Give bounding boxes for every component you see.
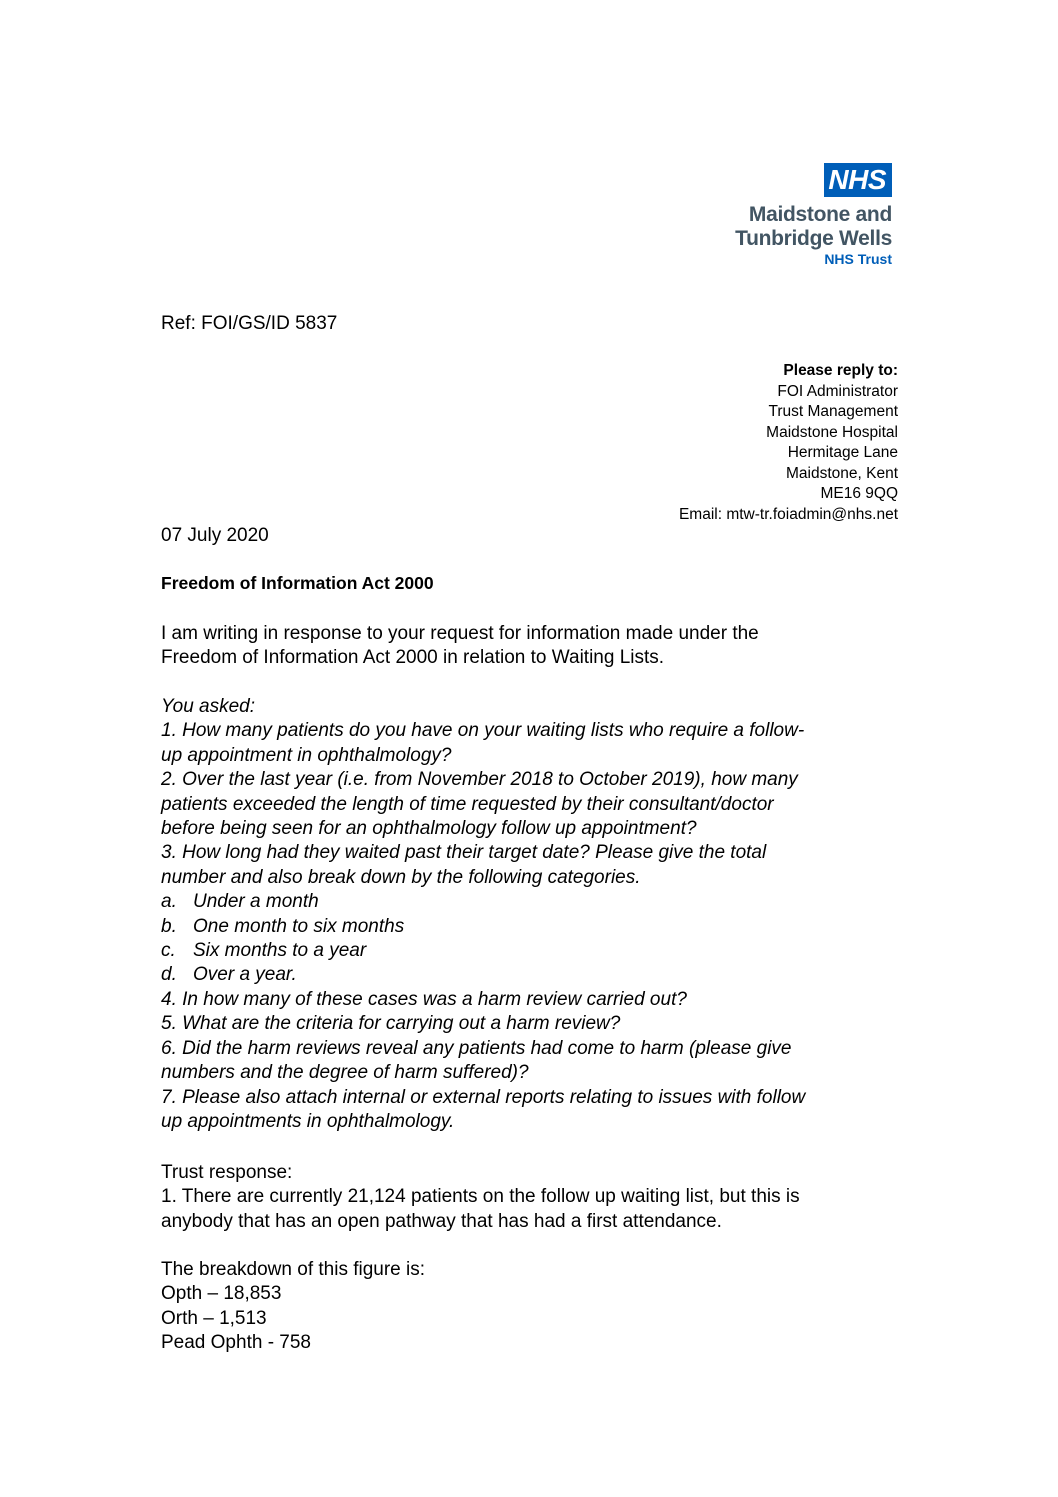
category-letter: c.	[161, 940, 176, 962]
category-item	[161, 890, 921, 914]
intro-line: I am writing in response to your request for information made under the	[161, 623, 759, 644]
asked-heading: You asked:	[161, 696, 256, 717]
trust-name-line-2: Tunbridge Wells	[735, 227, 892, 250]
category-text: Six months to a year	[193, 940, 367, 962]
question-4: 4. In how many of these cases was a harm review carried out?	[161, 988, 687, 1010]
question-2: 2. Over the last year (i.e. from November 2018 to October 2019), how many	[161, 769, 798, 791]
trust-name-line-3: NHS Trust	[824, 251, 892, 267]
intro-paragraph	[161, 622, 921, 671]
category-letter: d.	[161, 964, 177, 986]
breakdown-item: Pead Ophth - 758	[161, 1332, 311, 1354]
category-text: Over a year.	[193, 964, 297, 986]
category-text: One month to six months	[193, 915, 405, 937]
question-6: 6. Did the harm reviews reveal any patients had come to harm (please give	[161, 1037, 792, 1059]
category-letter: b.	[161, 915, 177, 937]
breakdown-item: Opth – 18,853	[161, 1283, 282, 1305]
question-2-cont: patients exceeded the length of time requested by their consultant/doctor	[161, 793, 774, 815]
act-title: Freedom of Information Act 2000	[161, 573, 434, 593]
breakdown-item: Orth – 1,513	[161, 1307, 267, 1329]
reply-line: ME16 9QQ	[820, 485, 898, 502]
reply-heading: Please reply to:	[783, 362, 898, 379]
breakdown-block	[161, 1258, 921, 1356]
response-heading: Trust response:	[161, 1162, 293, 1183]
reply-line: Trust Management	[768, 403, 898, 420]
trust-response	[161, 1161, 921, 1234]
reply-line: FOI Administrator	[777, 382, 898, 400]
reply-address	[679, 361, 898, 525]
question-3: 3. How long had they waited past their target date? Please give the total	[161, 842, 767, 864]
category-item	[161, 939, 921, 963]
reply-line: Maidstone, Kent	[785, 464, 898, 482]
category-item	[161, 963, 921, 987]
question-1: 1. How many patients do you have on your waiting lists who require a follow-	[161, 720, 805, 742]
reply-line: Maidstone Hospital	[766, 423, 898, 441]
questions-block	[161, 695, 921, 1134]
breakdown-heading: The breakdown of this figure is:	[161, 1259, 426, 1280]
intro-line: Freedom of Information Act 2000 in relation to Waiting Lists.	[161, 647, 665, 669]
question-1-cont: up appointment in ophthalmology?	[161, 744, 452, 766]
question-3-cont: number and also break down by the following categories.	[161, 866, 641, 888]
letter-date: 07 July 2020	[161, 525, 269, 546]
trust-name-line-1: Maidstone and	[748, 203, 892, 226]
nhs-badge: NHS	[824, 163, 892, 197]
answer-1-cont: anybody that has an open pathway that has had a first attendance.	[161, 1210, 722, 1232]
question-7: 7. Please also attach internal or external reports relating to issues with follow	[161, 1086, 806, 1108]
category-text: Under a month	[193, 891, 319, 913]
question-6-cont: numbers and the degree of harm suffered)?	[161, 1062, 529, 1084]
reply-email: Email: mtw-tr.foiadmin@nhs.net	[678, 505, 898, 523]
question-5: 5. What are the criteria for carrying out a harm review?	[161, 1013, 621, 1035]
question-7-cont: up appointments in ophthalmology.	[161, 1110, 455, 1132]
category-letter: a.	[161, 891, 177, 913]
reference: Ref: FOI/GS/ID 5837	[161, 313, 338, 334]
nhs-trust-logo	[735, 163, 892, 267]
answer-1: 1. There are currently 21,124 patients on the follow up waiting list, but this is	[161, 1186, 800, 1208]
category-item	[161, 915, 921, 939]
question-2-cont: before being seen for an ophthalmology follow up appointment?	[161, 818, 697, 840]
reply-line: Hermitage Lane	[787, 444, 898, 461]
